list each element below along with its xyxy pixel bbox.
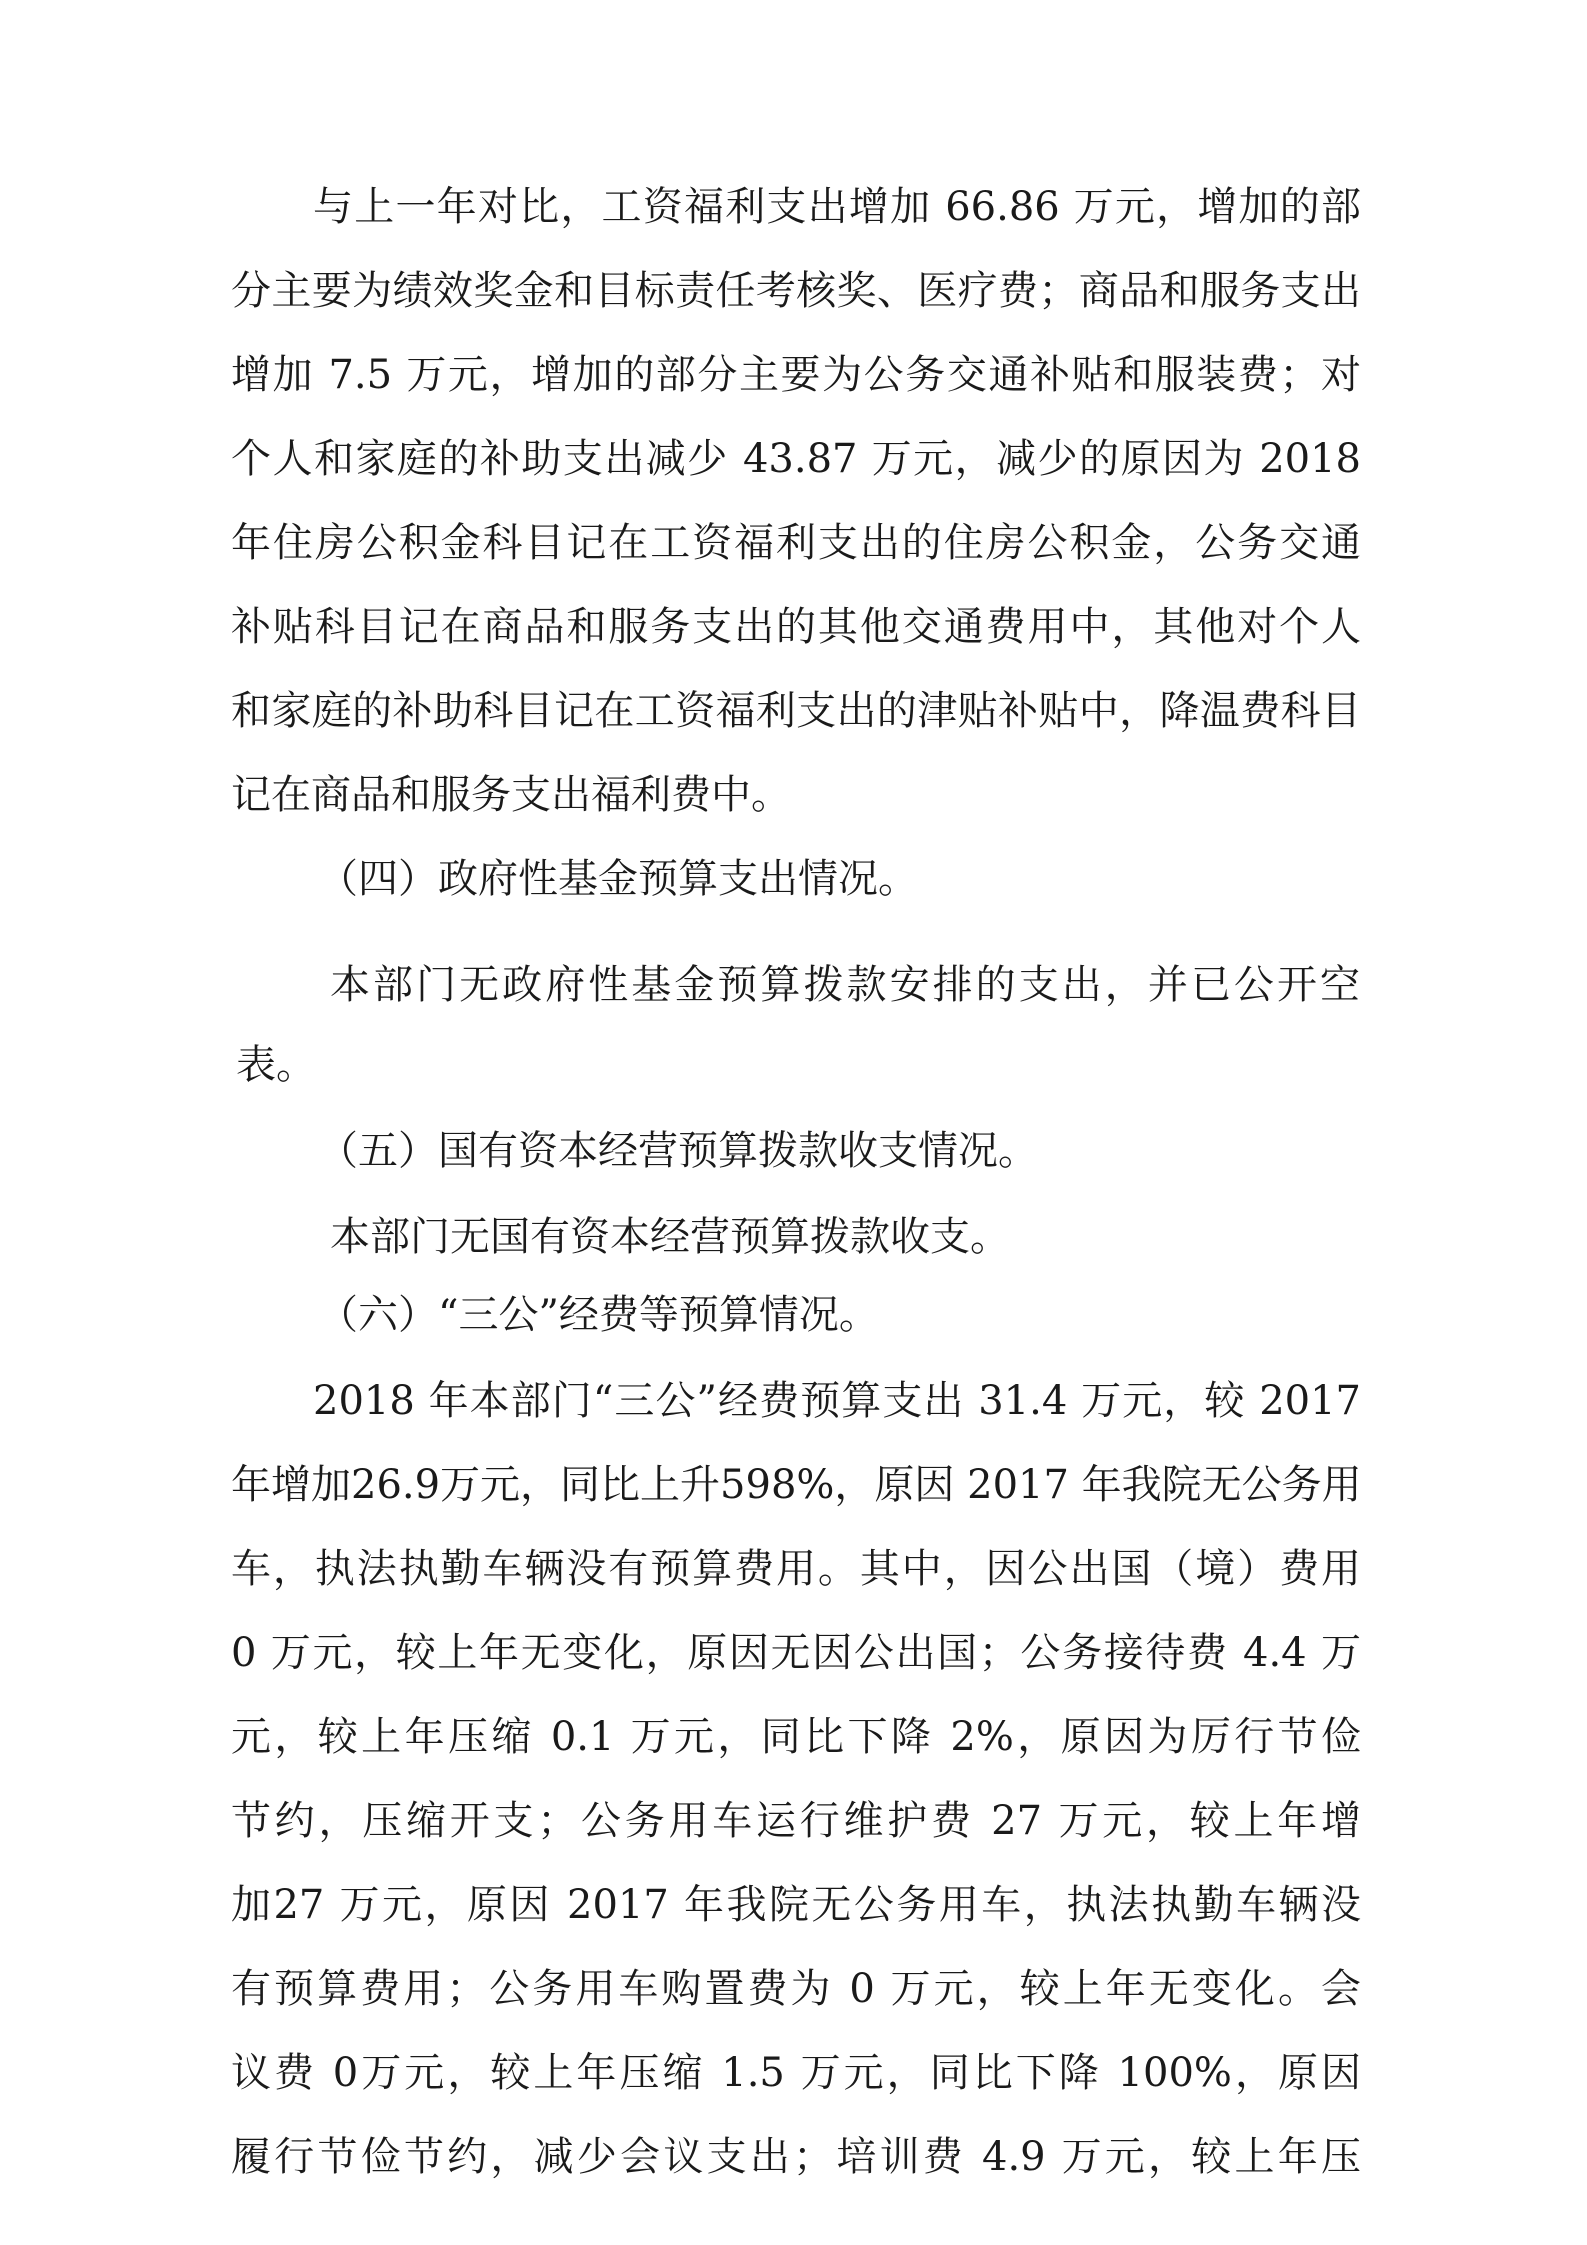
paragraph-line: 表。: [236, 1042, 316, 1088]
paragraph-line: 年住房公积金科目记在工资福利支出的住房公积金，公务交通: [231, 520, 1361, 566]
paragraph-line: 2018 年本部门“三公”经费预算支出 31.4 万元，较 2017: [313, 1378, 1361, 1424]
paragraph-line: 履行节俭节约，减少会议支出；培训费 4.9 万元，较上年压: [231, 2134, 1361, 2180]
paragraph-line: 个人和家庭的补助支出减少 43.87 万元，减少的原因为 2018: [231, 436, 1361, 482]
section-heading: （六）“三公”经费等预算情况。: [318, 1292, 879, 1338]
paragraph-line: 本部门无国有资本经营预算拨款收支。: [330, 1214, 1010, 1260]
paragraph-line: 增加 7.5 万元，增加的部分主要为公务交通补贴和服装费；对: [231, 352, 1361, 398]
paragraph-line: 与上一年对比，工资福利支出增加 66.86 万元，增加的部: [313, 184, 1361, 230]
section-heading: （四）政府性基金预算支出情况。: [318, 856, 918, 902]
paragraph-line: 年增加26.9万元，同比上升598%，原因 2017 年我院无公务用: [231, 1462, 1362, 1508]
paragraph-line: 有预算费用；公务用车购置费为 0 万元，较上年无变化。会: [231, 1966, 1361, 2012]
paragraph-line: 记在商品和服务支出福利费中。: [231, 772, 791, 818]
section-heading: （五）国有资本经营预算拨款收支情况。: [318, 1128, 1038, 1174]
paragraph-line: 节约，压缩开支；公务用车运行维护费 27 万元，较上年增: [231, 1798, 1361, 1844]
paragraph-line: 加27 万元，原因 2017 年我院无公务用车，执法执勤车辆没: [231, 1882, 1361, 1928]
paragraph-line: 本部门无政府性基金预算拨款安排的支出，并已公开空: [330, 962, 1360, 1008]
paragraph-line: 0 万元，较上年无变化，原因无因公出国；公务接待费 4.4 万: [231, 1630, 1361, 1676]
paragraph-line: 议费 0万元，较上年压缩 1.5 万元，同比下降 100%，原因: [231, 2050, 1361, 2096]
paragraph-line: 元，较上年压缩 0.1 万元，同比下降 2%，原因为厉行节俭: [231, 1714, 1361, 1760]
paragraph-line: 和家庭的补助科目记在工资福利支出的津贴补贴中，降温费科目: [231, 688, 1361, 734]
paragraph-line: 分主要为绩效奖金和目标责任考核奖、医疗费；商品和服务支出: [231, 268, 1361, 314]
paragraph-line: 车，执法执勤车辆没有预算费用。其中，因公出国（境）费用: [231, 1546, 1361, 1592]
paragraph-line: 补贴科目记在商品和服务支出的其他交通费用中，其他对个人: [231, 604, 1361, 650]
